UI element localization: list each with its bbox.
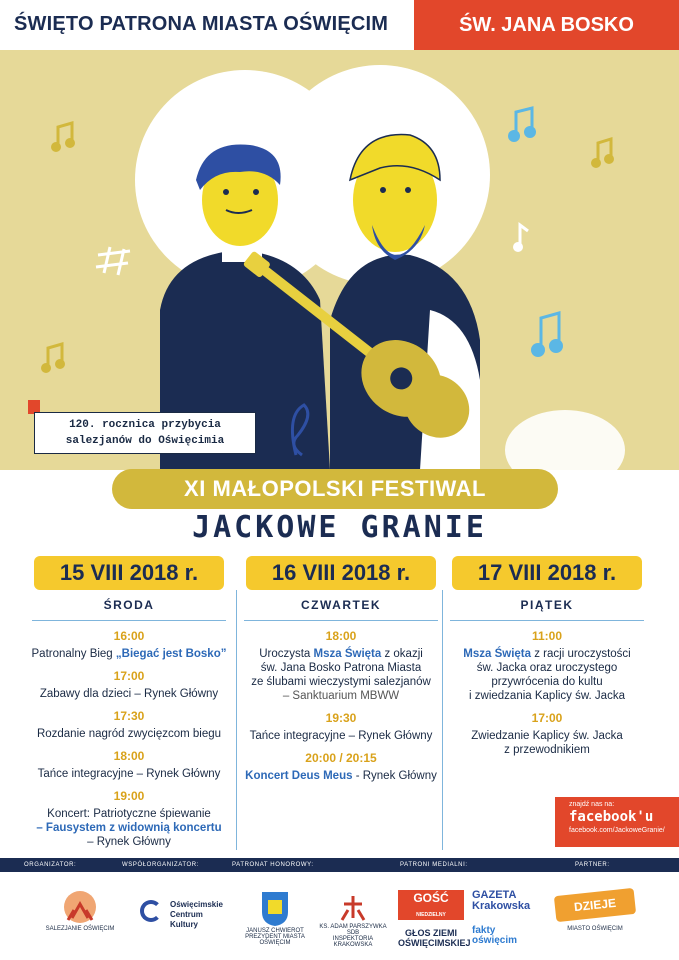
event-time: 18:00: [325, 629, 357, 643]
salesian-cross-icon: [338, 892, 368, 922]
event-text: przywrócenia do kultu: [491, 676, 603, 688]
event-text: Uroczysta Msza Święta z okazji: [259, 648, 423, 660]
event-time: 19:30: [325, 711, 357, 725]
event-time: 19:00: [113, 789, 145, 803]
event-text: św. Jacka oraz uroczystego: [476, 662, 618, 674]
header-bar: [0, 0, 679, 50]
divider: [244, 620, 438, 621]
anniversary-label: [34, 412, 256, 454]
mayor-logo: JANUSZ CHWIEROT PREZYDENT MIASTA OŚWIĘCIM: [240, 890, 310, 946]
day-column-3: [444, 556, 650, 757]
event-text: Patronalny Bieg „Biegać jest Bosko”: [31, 648, 227, 660]
event-text: Msza Święta z racji uroczystości: [463, 648, 631, 660]
event-text: Rozdanie nagród zwycięzcom biegu: [36, 728, 222, 740]
date-badge: 17 VIII 2018 r.: [452, 556, 642, 590]
column-separator: [442, 590, 443, 850]
festival-title: JACKOWE GRANIE: [192, 510, 487, 545]
coorganizer-label: WSPÓŁORGANIZATOR:: [122, 862, 199, 868]
hero-illustration: [0, 50, 679, 470]
event-text: św. Jana Bosko Patrona Miasta: [260, 662, 422, 674]
anniversary-line-2: salezjanów do Oświęcimia: [65, 435, 225, 447]
event-time: 11:00: [531, 629, 563, 643]
event-text: Zabawy dla dzieci – Rynek Główny: [39, 688, 219, 700]
date-badge: 16 VIII 2018 r.: [246, 556, 436, 590]
salesians-logo: SALEZJANIE OŚWIĘCIM: [40, 890, 120, 932]
culture-center-logo: Oświęcimskie Centrum Kultury: [140, 900, 230, 930]
partner-label: PARTNER:: [575, 862, 610, 868]
event-text: Zwiedzanie Kaplicy św. Jacka: [471, 730, 623, 742]
divider: [450, 620, 644, 621]
organizer-label: ORGANIZATOR:: [24, 862, 77, 868]
gosc-logo: GOŚĆ NIEDZIELNY GŁOS ZIEMI OŚWIĘCIMSKIEJ: [398, 891, 471, 948]
sponsor-band: [0, 858, 679, 872]
media-label: PATRONI MEDIALNI:: [400, 862, 468, 868]
facebook-url[interactable]: facebook.com/JackoweGranie/: [569, 827, 665, 834]
event-highlight: – Fausystem z widownią koncertu: [36, 822, 222, 834]
event-time: 18:00: [113, 749, 145, 763]
city-crest-icon: [260, 890, 290, 926]
date-badge: 15 VIII 2018 r.: [34, 556, 224, 590]
sponsor-logos: [0, 872, 679, 960]
facebook-small-text: znajdź nas na:: [569, 801, 615, 808]
event-text: Koncert Deus Meus - Rynek Główny: [245, 770, 437, 782]
saints-illustration: [0, 50, 679, 470]
day-column-2: [238, 556, 444, 783]
facebook-label: facebook'u: [569, 809, 654, 825]
event-text: Tańce integracyjne – Rynek Główny: [249, 730, 433, 742]
weekday-label: CZWARTEK: [301, 598, 381, 612]
gazeta-krakowska-logo: GAZETA Krakowska fakty oświęcim: [472, 890, 542, 946]
event-location: – Sanktuarium MBWW: [282, 690, 400, 702]
event-time: 20:00 / 20:15: [305, 751, 377, 765]
weekday-label: PIĄTEK: [520, 598, 574, 612]
column-separator: [236, 590, 237, 850]
salesians-icon: [60, 890, 100, 924]
facebook-box[interactable]: [555, 797, 679, 847]
inspectorate-logo: KS. ADAM PARSZYWKA SDB INSPEKTORIA KRAKOWSKA: [318, 892, 388, 948]
event-text: z przewodnikiem: [504, 744, 590, 756]
schedule-list: [444, 629, 650, 757]
day-column-1: [26, 556, 232, 849]
fakty-logo: fakty oświęcim: [472, 925, 518, 946]
event-time: 16:00: [113, 629, 145, 643]
event-text: Koncert: Patriotyczne śpiewanie: [47, 808, 211, 820]
event-location: – Rynek Główny: [87, 836, 171, 848]
weekday-label: ŚRODA: [103, 598, 155, 612]
event-text: i zwiedzania Kaplicy św. Jacka: [469, 690, 625, 702]
city-logo: DZIEJE MIASTO OŚWIĘCIM: [555, 892, 635, 932]
event-time: 17:30: [113, 709, 145, 723]
header-title: ŚWIĘTO PATRONA MIASTA OŚWIĘCIM: [14, 13, 389, 35]
honorary-label: PATRONAT HONOROWY:: [232, 862, 314, 868]
divider: [32, 620, 226, 621]
schedule-list: [238, 629, 444, 783]
schedule-list: [26, 629, 232, 849]
header-patron: ŚW. JANA BOSKO: [414, 0, 679, 50]
event-text: ze ślubami wieczystymi salezjanów: [251, 676, 431, 688]
event-time: 17:00: [531, 711, 563, 725]
event-text: Tańce integracyjne – Rynek Główny: [37, 768, 221, 780]
event-time: 17:00: [113, 669, 145, 683]
festival-banner: XI MAŁOPOLSKI FESTIWAL: [112, 469, 558, 509]
anniversary-line-1: 120. rocznica przybycia: [69, 419, 221, 431]
